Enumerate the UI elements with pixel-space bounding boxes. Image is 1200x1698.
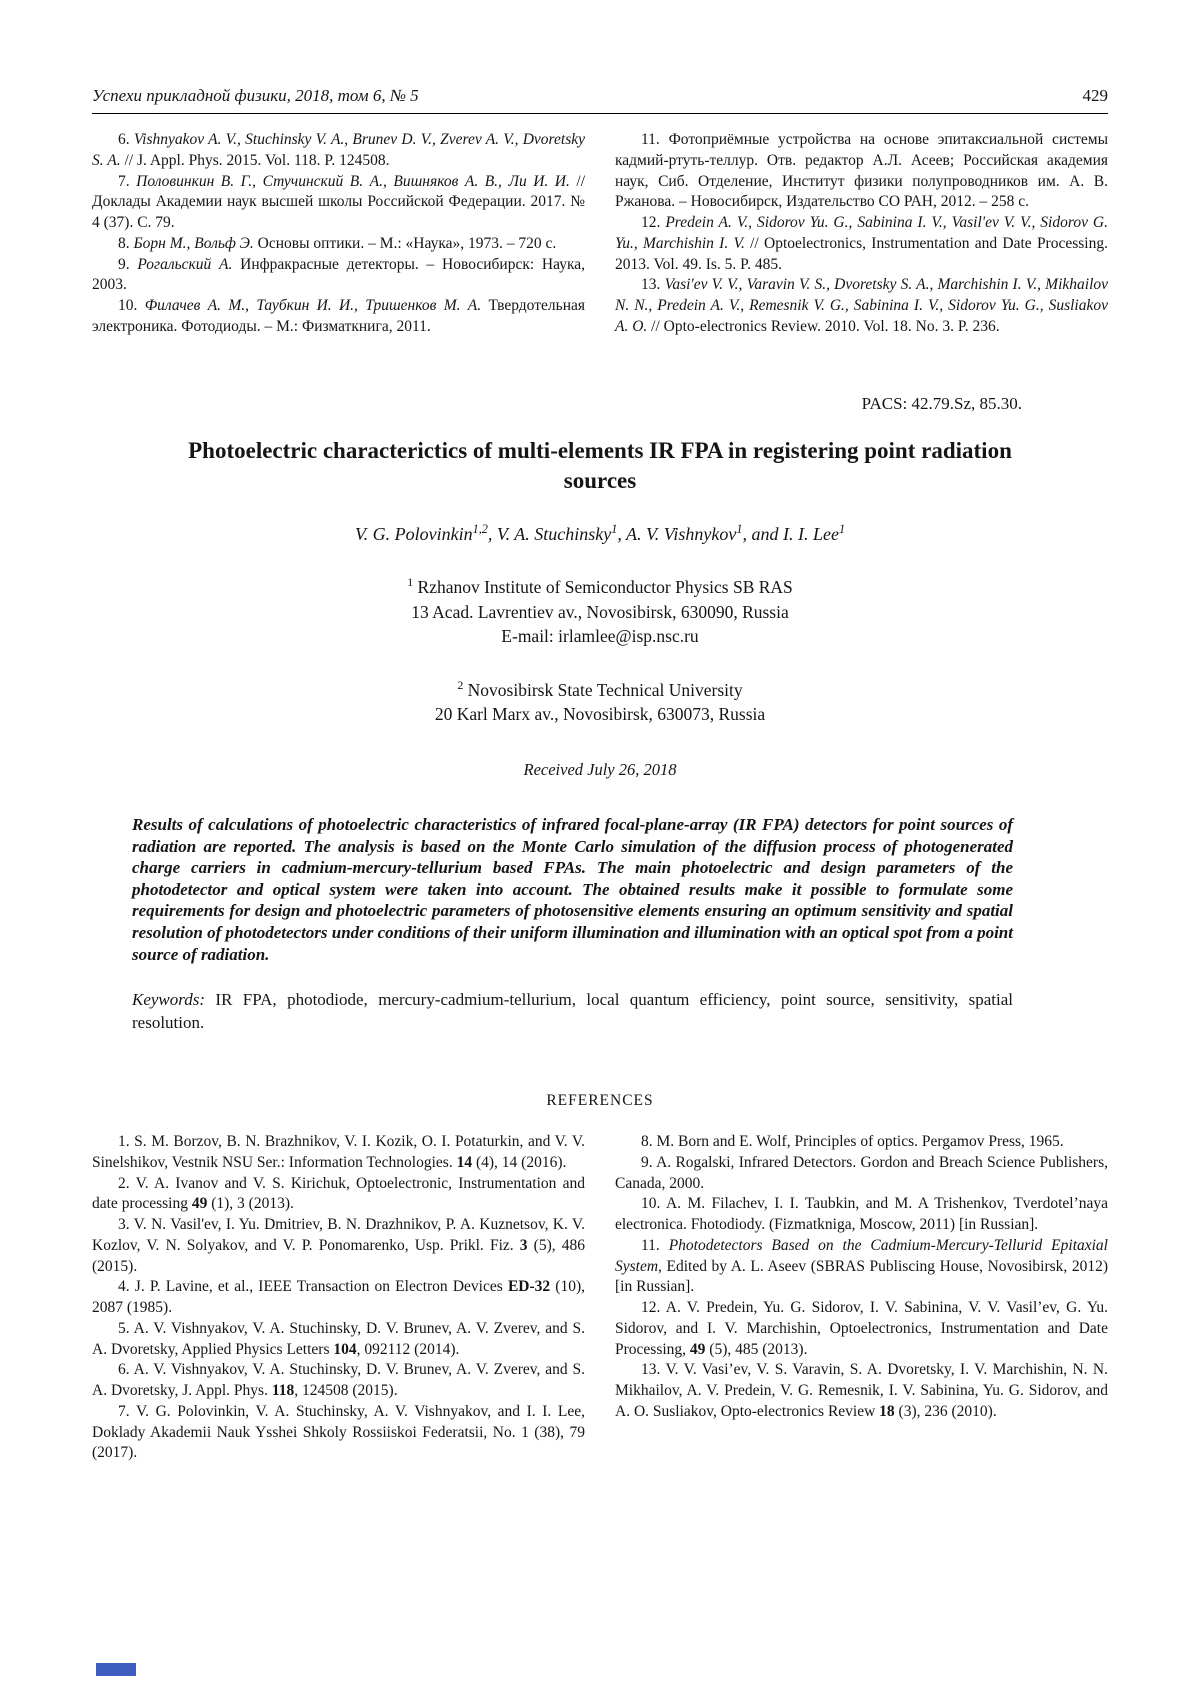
reference-item: 1. S. M. Borzov, B. N. Brazhnikov, V. I. Kozik, O. I. Potaturkin, and V. V. Sinelshikov, Vestnik NSU Ser.: Information Technologies. 14 (4), 14 (2016). [92,1133,585,1171]
reference-item: 13. V. V. Vasi’ev, V. S. Varavin, S. A. Dvoretsky, I. V. Marchishin, N. N. Mikhailov, A. V. Predein, V. G. Remesnik, I. V. Sabinina, Yu. G. Sidorov, and A. O. Susliakov, Opto-electronics Review 18 (3), 236 (2010). [615,1361,1108,1420]
reference-item: 7. Половинкин В. Г., Стучинский В. А., Вишняков А. В., Ли И. И. // Доклады Академии наук высшей школы Российской Федерации. 2017. № 4 (37). С. 79. [92,172,586,232]
affiliation-2-address: 20 Karl Marx av., Novosibirsk, 630073, Russia [434,703,766,724]
reference-item: 8. Борн М., Вольф Э. Основы оптики. – М.: «Наука», 1973. – 720 с. [118,234,557,252]
references-column-left [92,1132,585,1464]
page-header [92,86,1108,106]
reference-item: 3. V. N. Vasil'ev, I. Yu. Dmitriev, B. N. Drazhnikov, P. A. Kuznetsov, K. V. Kozlov, V. N. Solyakov, and V. P. Ponomarenko, Usp. Prikl. Fiz. 3 (5), 486 (2015). [92,1216,585,1275]
header-rule [92,113,1108,114]
reference-item: 11. Photodetectors Based on the Cadmium-Mercury-Tellurid Epitaxial System, Edited by A. L. Aseev (SBRAS Publiscing House, Novosibirsk, 2012) [in Russian]. [615,1236,1108,1296]
top-refs-column-right [615,130,1108,338]
reference-item: 8. M. Born and E. Wolf, Principles of optics. Pergamov Press, 1965. [641,1133,1064,1150]
reference-item: 13. Vasi'ev V. V., Varavin V. S., Dvoretsky S. A., Marchishin I. V., Mikhailov N. N., Predein A. V., Remesnik V. G., Sabinina I. V., Sidorov Yu. G., Susliakov A. O. // Opto-electronics Review. 2010. Vol. 18. No. 3. P. 236. [615,276,1109,335]
references-column-right [615,1132,1108,1464]
abstract-text: Results of calculations of photoelectric characteristics of infrared focal-plane-array (IR FPA) detectors for point sources of radiation are reported. The analysis is based on the Monte Carlo simulation of the diffusion process of photogenerated charge carriers in cadmium-mercury-tellurium based FPAs. The main photoelectric and design parameters of the photodetector and optical system were taken into account. The obtained results make it possible to formulate some requirements for design and photoelectric parameters of photosensitive elements ensuring an optimum sensitivity and spatial resolution of photodetectors under conditions of their uniform illumination and illumination with an optical spot from a point source of radiation. [132,815,1013,964]
previous-article-references [92,130,1108,338]
reference-item: 6. A. V. Vishnyakov, V. A. Stuchinsky, D. V. Brunev, A. V. Zverev, and S. A. Dvoretsky, J. Appl. Phys. 118, 124508 (2015). [92,1361,585,1400]
reference-item: 12. Predein A. V., Sidorov Yu. G., Sabinina I. V., Vasil'ev V. V., Sidorov G. Yu., Marchishin I. V. // Optoelectronics, Instrumentation and Date Processing. 2013. Vol. 49. Is. 5. P. 485. [615,214,1108,273]
reference-item: 4. J. P. Lavine, et al., IEEE Transaction on Electron Devices ED-32 (10), 2087 (1985). [92,1278,585,1317]
article-title: Photoelectric characterictics of multi-elements IR FPA in registering point radiation sources [188,437,1012,494]
reference-item: 5. A. V. Vishnyakov, V. A. Stuchinsky, D. V. Brunev, A. V. Zverev, and S. A. Dvoretsky, Applied Physics Letters 104, 092112 (2014). [92,1319,585,1358]
reference-item: 9. Рогальский А. Инфракрасные детекторы. – Новосибирск: Наука, 2003. [92,255,585,294]
affiliation-1-name: $^1$ Rzhanov Institute of Semiconductor Physics SB RAS [407,575,793,598]
reference-item: 12. A. V. Predein, Yu. G. Sidorov, I. V. Sabinina, V. V. Vasil’ev, G. Yu. Sidorov, and I. V. Marchishin, Optoelectronics, Instrumentation and Date Processing, 49 (5), 485 (2013). [615,1299,1108,1358]
page-number: 429 [1082,86,1108,105]
received-date: Received July 26, 2018 [523,760,677,780]
reference-item: 2. V. A. Ivanov and V. S. Kirichuk, Optoelectronic, Instrumentation and date processing 49 (1), 3 (2013). [92,1174,585,1213]
reference-item: 10. A. M. Filachev, I. I. Taubkin, and M. A Trishenkov, Tverdotel’naya electronica. Fhotodiody. (Fizmatkniga, Moscow, 2011) [in Russian]. [615,1195,1108,1234]
references-section [92,1132,1108,1464]
reference-item: 11. Фотоприёмные устройства на основе эпитаксиальной системы кадмий-ртуть-теллур. Отв. редактор А.Л. Асеев; Российская академия наук, Сиб. Отделение, Институт физики полупроводников им. А. В. Ржанова. – Новосибирск, Издательство СО РАН, 2012. – 258 с. [615,131,1108,211]
affiliation-1-address: 13 Acad. Lavrentiev av., Novosibirsk, 630090, Russia [411,601,789,622]
authors-line: V. G. Polovinkin$^{1,2}$, V. A. Stuchinsky$^1$, A. V. Vishnykov$^1$, and I. I. Lee$^1$ [354,522,846,545]
journal-title: Успехи прикладной физики, 2018, том 6, № 5 [92,86,419,105]
reference-item: 7. V. G. Polovinkin, V. A. Stuchinsky, A. V. Vishnyakov, and I. I. Lee, Doklady Akademii Nauk Ysshei Shkoly Rossiiskoi Federatsii, No. 1 (38), 79 (2017). [92,1402,585,1462]
reference-item: 10. Филачев А. М., Таубкин И. И., Тришенков М. А. Твердотельная электроника. Фотодиоды. – М.: Физматкнига, 2011. [92,297,585,335]
reference-item: 6. Vishnyakov A. V., Stuchinsky V. A., Brunev D. V., Zverev A. V., Dvoretsky S. A. // J. Appl. Phys. 2015. Vol. 118. P. 124508. [92,131,585,169]
affiliation-2-name: $^2$ Novosibirsk State Technical University [457,677,743,700]
top-refs-column-left [92,130,585,338]
affiliation-1 [92,575,1108,647]
reference-item: 9. A. Rogalski, Infrared Detectors. Gordon and Breach Science Publishers, Canada, 2000. [615,1153,1108,1192]
keywords-line: Keywords: IR FPA, photodiode, mercury-cadmium-tellurium, local quantum efficiency, point source, sensitivity, spatial resolution. [132,990,1013,1032]
affiliation-1-email: E-mail: irlamlee@isp.nsc.ru [501,625,699,646]
references-heading: REFERENCES [546,1092,654,1109]
footer-blue-mark [96,1663,136,1676]
pacs-line: PACS: 42.79.Sz, 85.30. [861,393,1022,413]
affiliation-2 [92,678,1108,726]
